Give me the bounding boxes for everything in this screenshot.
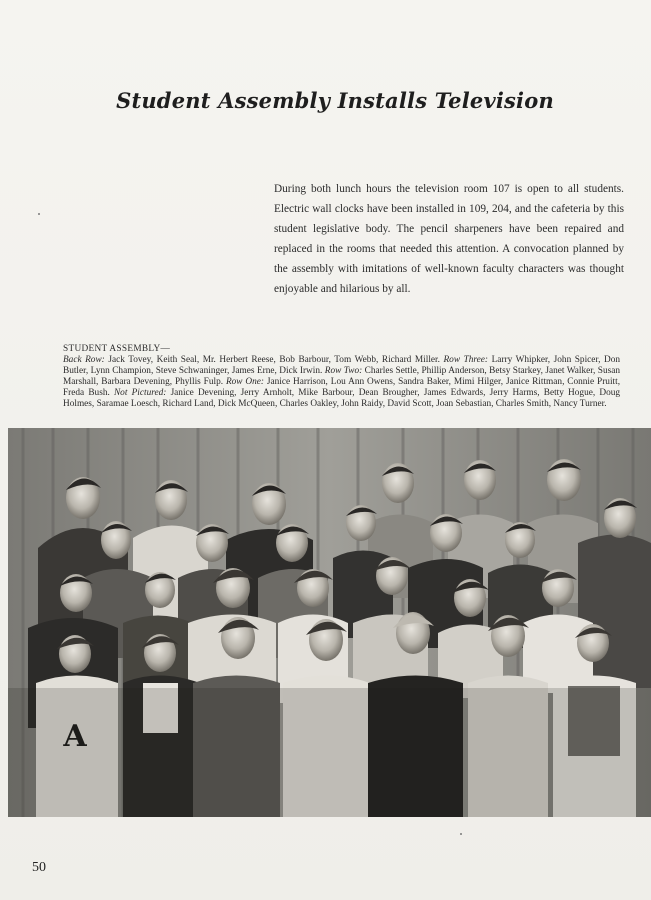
group-photo [8, 428, 651, 817]
row-three-label: Row Three: [443, 354, 489, 365]
page-title: Student Assembly Installs Television [116, 88, 554, 113]
paper-speck [460, 833, 462, 835]
not-pictured-names: Janice Devening, Jerry Arnholt, Mike Barbour, Dean Brougher, James Edwards, Jerry Harms, Betty Hogue, Doug Holmes, Saramae Loesch, Richard Land, Dick McQueen, Charles Oakley, John Raidy, David Scott, Joan Sebastian, Charles Smith, Nancy Turner. [63, 387, 621, 409]
page-number: 50 [32, 860, 46, 875]
row-two-names: Charles Settle, Phillip Anderson, Betsy Starkey, Janet Walker, Susan Marshall, Barbara Devening, Phyllis Fulp. [63, 365, 621, 387]
article-body: During both lunch hours the television room 107 is open to all students. Electric wall clocks have been installed in 109, 204, and the cafeteria by this student legislative body. The pencil sharpeners have been repaired and replaced in the rooms that needed this attention. A convocation planned by the assembly with imitations of well-known faculty characters was thought enjoyable and hilarious by all. [274, 183, 624, 295]
row-two-label: Row Two: [324, 365, 363, 376]
not-pictured-label: Not Pictured: [113, 387, 167, 398]
paper-speck [38, 213, 40, 215]
caption-heading: STUDENT ASSEMBLY— [63, 344, 171, 354]
group-photo-illustration [8, 428, 651, 817]
row-one-names: Janice Harrison, Lou Ann Owens, Sandra Baker, Mimi Hilger, Janice Rittman, Connie Pruitt, Freda Bush. [63, 376, 621, 398]
row-three-names: Larry Whipker, John Spicer, Don Butler, Lynn Champion, Steve Schwaninger, James Erne, Dick Irwin. [63, 354, 621, 376]
sweater-letter: A [63, 719, 87, 754]
photo-caption [63, 344, 620, 409]
row-one-label: Row One: [225, 376, 264, 387]
back-row-names: Jack Tovey, Keith Seal, Mr. Herbert Reese, Bob Barbour, Tom Webb, Richard Miller. [108, 354, 440, 365]
back-row-label: Back Row: [63, 354, 105, 365]
